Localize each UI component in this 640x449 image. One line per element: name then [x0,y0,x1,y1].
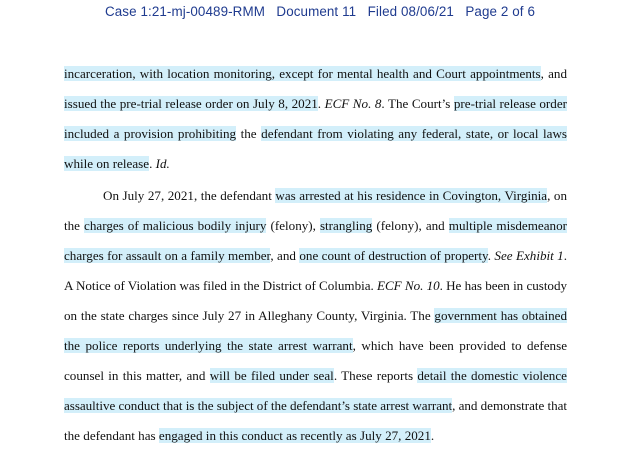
highlighted-text: while on release [64,156,150,171]
text-segment: , and demonstrate that [452,398,567,413]
body-text-line [0,155,640,173]
body-text-line [0,427,640,445]
text-segment: . These reports [333,368,418,383]
text-segment: . [317,96,325,111]
text-segment: the [236,126,262,141]
highlighted-text: was arrested at his residence in Covington, Virginia [275,188,548,203]
filed-date: Filed 08/06/21 [367,4,454,19]
body-text-line [0,337,640,355]
text-segment: (felony), and [372,218,449,233]
highlighted-text: defendant from violating any federal, state, or local laws [261,126,568,141]
text-segment: . [430,428,435,443]
highlighted-text: multiple misdemeanor [448,218,567,233]
text-segment: . [149,156,156,171]
highlighted-text: engaged in this conduct as recently as July 27, 2021 [158,428,431,443]
highlighted-text: the police reports underlying the state arrest warrant [64,338,353,353]
text-segment: , on [547,188,567,203]
text-segment: , and [540,66,567,81]
highlighted-text: included a provision prohibiting [64,126,237,141]
body-text-line [0,95,640,113]
text-segment: . [563,248,567,263]
text-segment: Id. [155,156,170,171]
text-segment: counsel in this matter, and [64,368,210,383]
text-segment: . [487,248,495,263]
body-text-line [0,187,640,205]
body-text-line [0,247,640,265]
highlighted-text: incarceration, with location monitoring, except for mental health and Court appointments [64,66,541,81]
text-segment: on the state charges since July 27 in Alleghany County, Virginia. The [64,308,435,323]
highlighted-text: will be filed under seal [209,368,334,383]
highlighted-text: pre-trial release order [453,96,568,111]
text-segment: ECF No. 8 [324,96,382,111]
text-segment: ECF No. 10 [376,278,440,293]
text-segment: See Exhibit 1 [494,248,564,263]
document-number: Document 11 [276,4,357,19]
body-text-line [0,125,640,143]
body-text-line [0,397,640,415]
body-text-line [0,367,640,385]
highlighted-text: strangling [319,218,373,233]
text-segment: , and [270,248,300,263]
case-number: Case 1:21-mj-00489-RMM [104,4,265,19]
case-header [0,4,640,19]
text-segment: . The Court’s [381,96,454,111]
text-segment: On July 27, 2021, the defendant [103,188,276,203]
highlighted-text: government has obtained [434,308,567,323]
highlighted-text: detail the domestic violence [417,368,567,383]
highlighted-text: one count of destruction of property [299,248,488,263]
text-segment: the defendant has [64,428,159,443]
text-segment: (felony), [266,218,320,233]
highlighted-text: charges for assault on a family member [64,248,271,263]
text-segment: A Notice of Violation was filed in the District of Columbia. [64,278,377,293]
body-text-line [0,217,640,235]
body-text-line [0,65,640,83]
highlighted-text: issued the pre-trial release order on July 8, 2021 [64,96,318,111]
highlighted-text: assaultive conduct that is the subject of the defendant’s state arrest warrant [64,398,453,413]
text-segment: the [64,218,85,233]
body-text-line [0,277,640,295]
body-text-line [0,307,640,325]
text-segment: , which have been provided to defense [352,338,568,353]
highlighted-text: charges of malicious bodily injury [84,218,267,233]
page-indicator: Page 2 of 6 [465,4,535,19]
text-segment: . He has been in custody [439,278,567,293]
